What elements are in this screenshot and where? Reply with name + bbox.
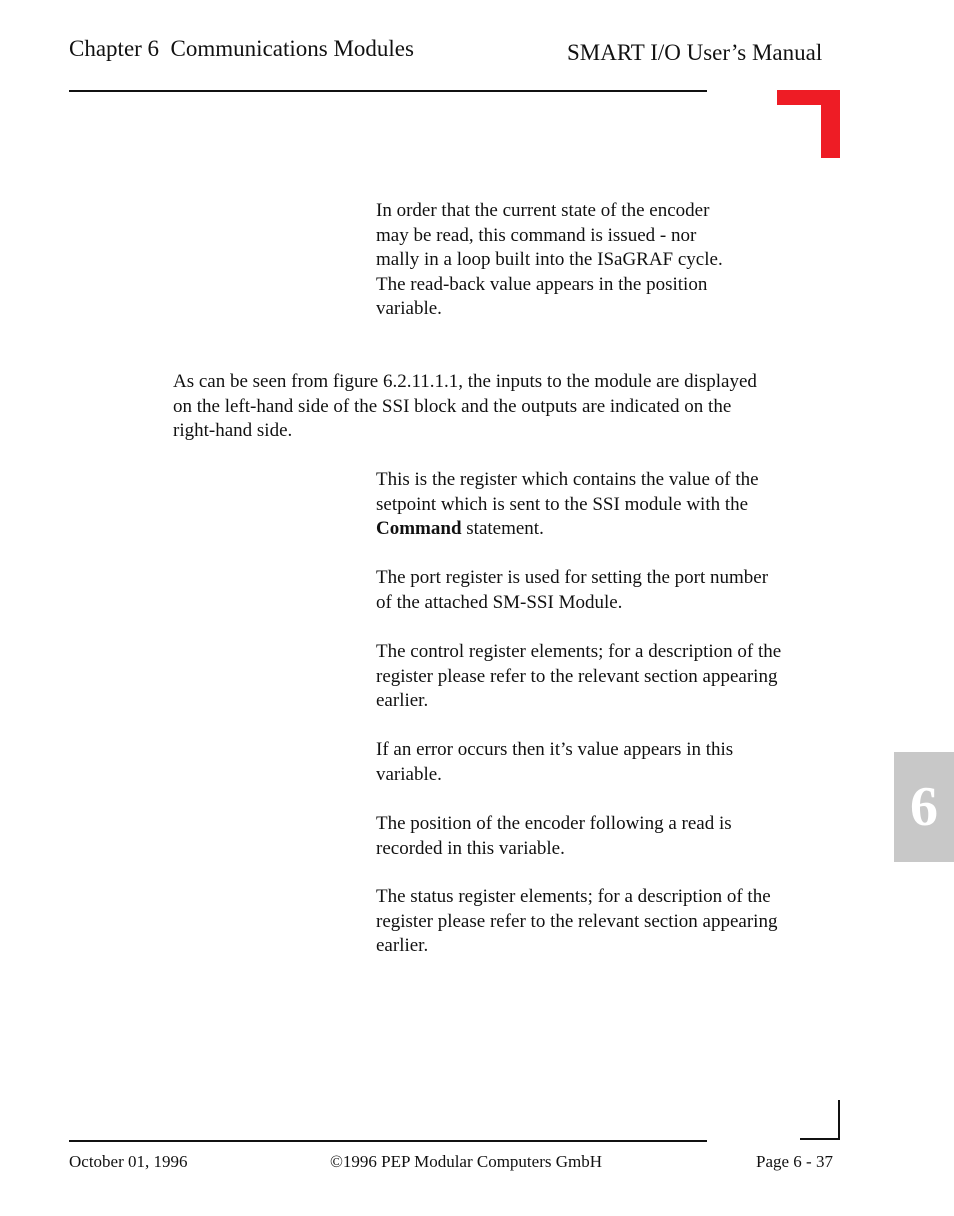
paragraph-status: [376, 885, 846, 959]
text-line: recorded in this variable.: [376, 837, 565, 859]
paragraph-control: [376, 640, 846, 714]
text-line: The control register elements; for a description of the: [376, 641, 782, 662]
text-line: earlier.: [376, 690, 429, 712]
text-line: The read-back value appears in the position: [376, 273, 708, 295]
text-line: As can be seen from figure 6.2.11.1.1, the inputs to the module are displayed: [173, 371, 757, 392]
text-line: register please refer to the relevant section appearing: [376, 910, 778, 932]
text-fragment: statement.: [461, 518, 544, 540]
text-line: [376, 517, 846, 542]
text-line: mally in a loop built into the ISaGRAF cycle.: [376, 249, 723, 271]
text-line: setpoint which is sent to the SSI module with the: [376, 493, 749, 515]
paragraph-error: [376, 738, 846, 787]
footer-page-number: Page 6 - 37: [756, 1152, 833, 1171]
paragraph-port: [376, 566, 846, 615]
text-line: This is the register which contains the value of the: [376, 469, 759, 490]
footer-date: October 01, 1996: [69, 1152, 188, 1171]
paragraph-setpoint: [376, 468, 846, 542]
text-line: The position of the encoder following a read is: [376, 813, 732, 834]
text-line: of the attached SM-SSI Module.: [376, 591, 623, 613]
paragraph-intro: [376, 199, 846, 322]
chapter-tab: 6: [894, 752, 954, 862]
text-line: The port register is used for setting the port number: [376, 567, 769, 588]
text-line: register please refer to the relevant section appearing: [376, 665, 778, 687]
corner-mark-bottom: [800, 1100, 840, 1140]
text-line: variable.: [376, 298, 442, 320]
footer-copyright: ©1996 PEP Modular Computers GmbH: [330, 1152, 603, 1171]
paragraph-position: [376, 812, 846, 861]
text-line: The status register elements; for a description of the: [376, 886, 771, 907]
text-line: on the left-hand side of the SSI block and the outputs are indicated on the: [173, 395, 732, 417]
text-line: In order that the current state of the encoder: [376, 200, 710, 221]
corner-mark-red: [777, 90, 840, 158]
text-line: earlier.: [376, 935, 429, 957]
text-line: may be read, this command is issued - nor: [376, 224, 697, 246]
text-line: right-hand side.: [173, 420, 293, 442]
header-chapter: Chapter 6 Communications Modules: [69, 36, 414, 61]
text-line: If an error occurs then it’s value appears in this: [376, 739, 734, 760]
footer-rule: [69, 1140, 707, 1142]
text-line: variable.: [376, 763, 442, 785]
paragraph-figure-reference: [173, 370, 845, 444]
command-keyword: Command: [376, 518, 462, 540]
header-manual-title: SMART I/O User’s Manual: [567, 40, 823, 65]
header-rule: [69, 90, 707, 92]
